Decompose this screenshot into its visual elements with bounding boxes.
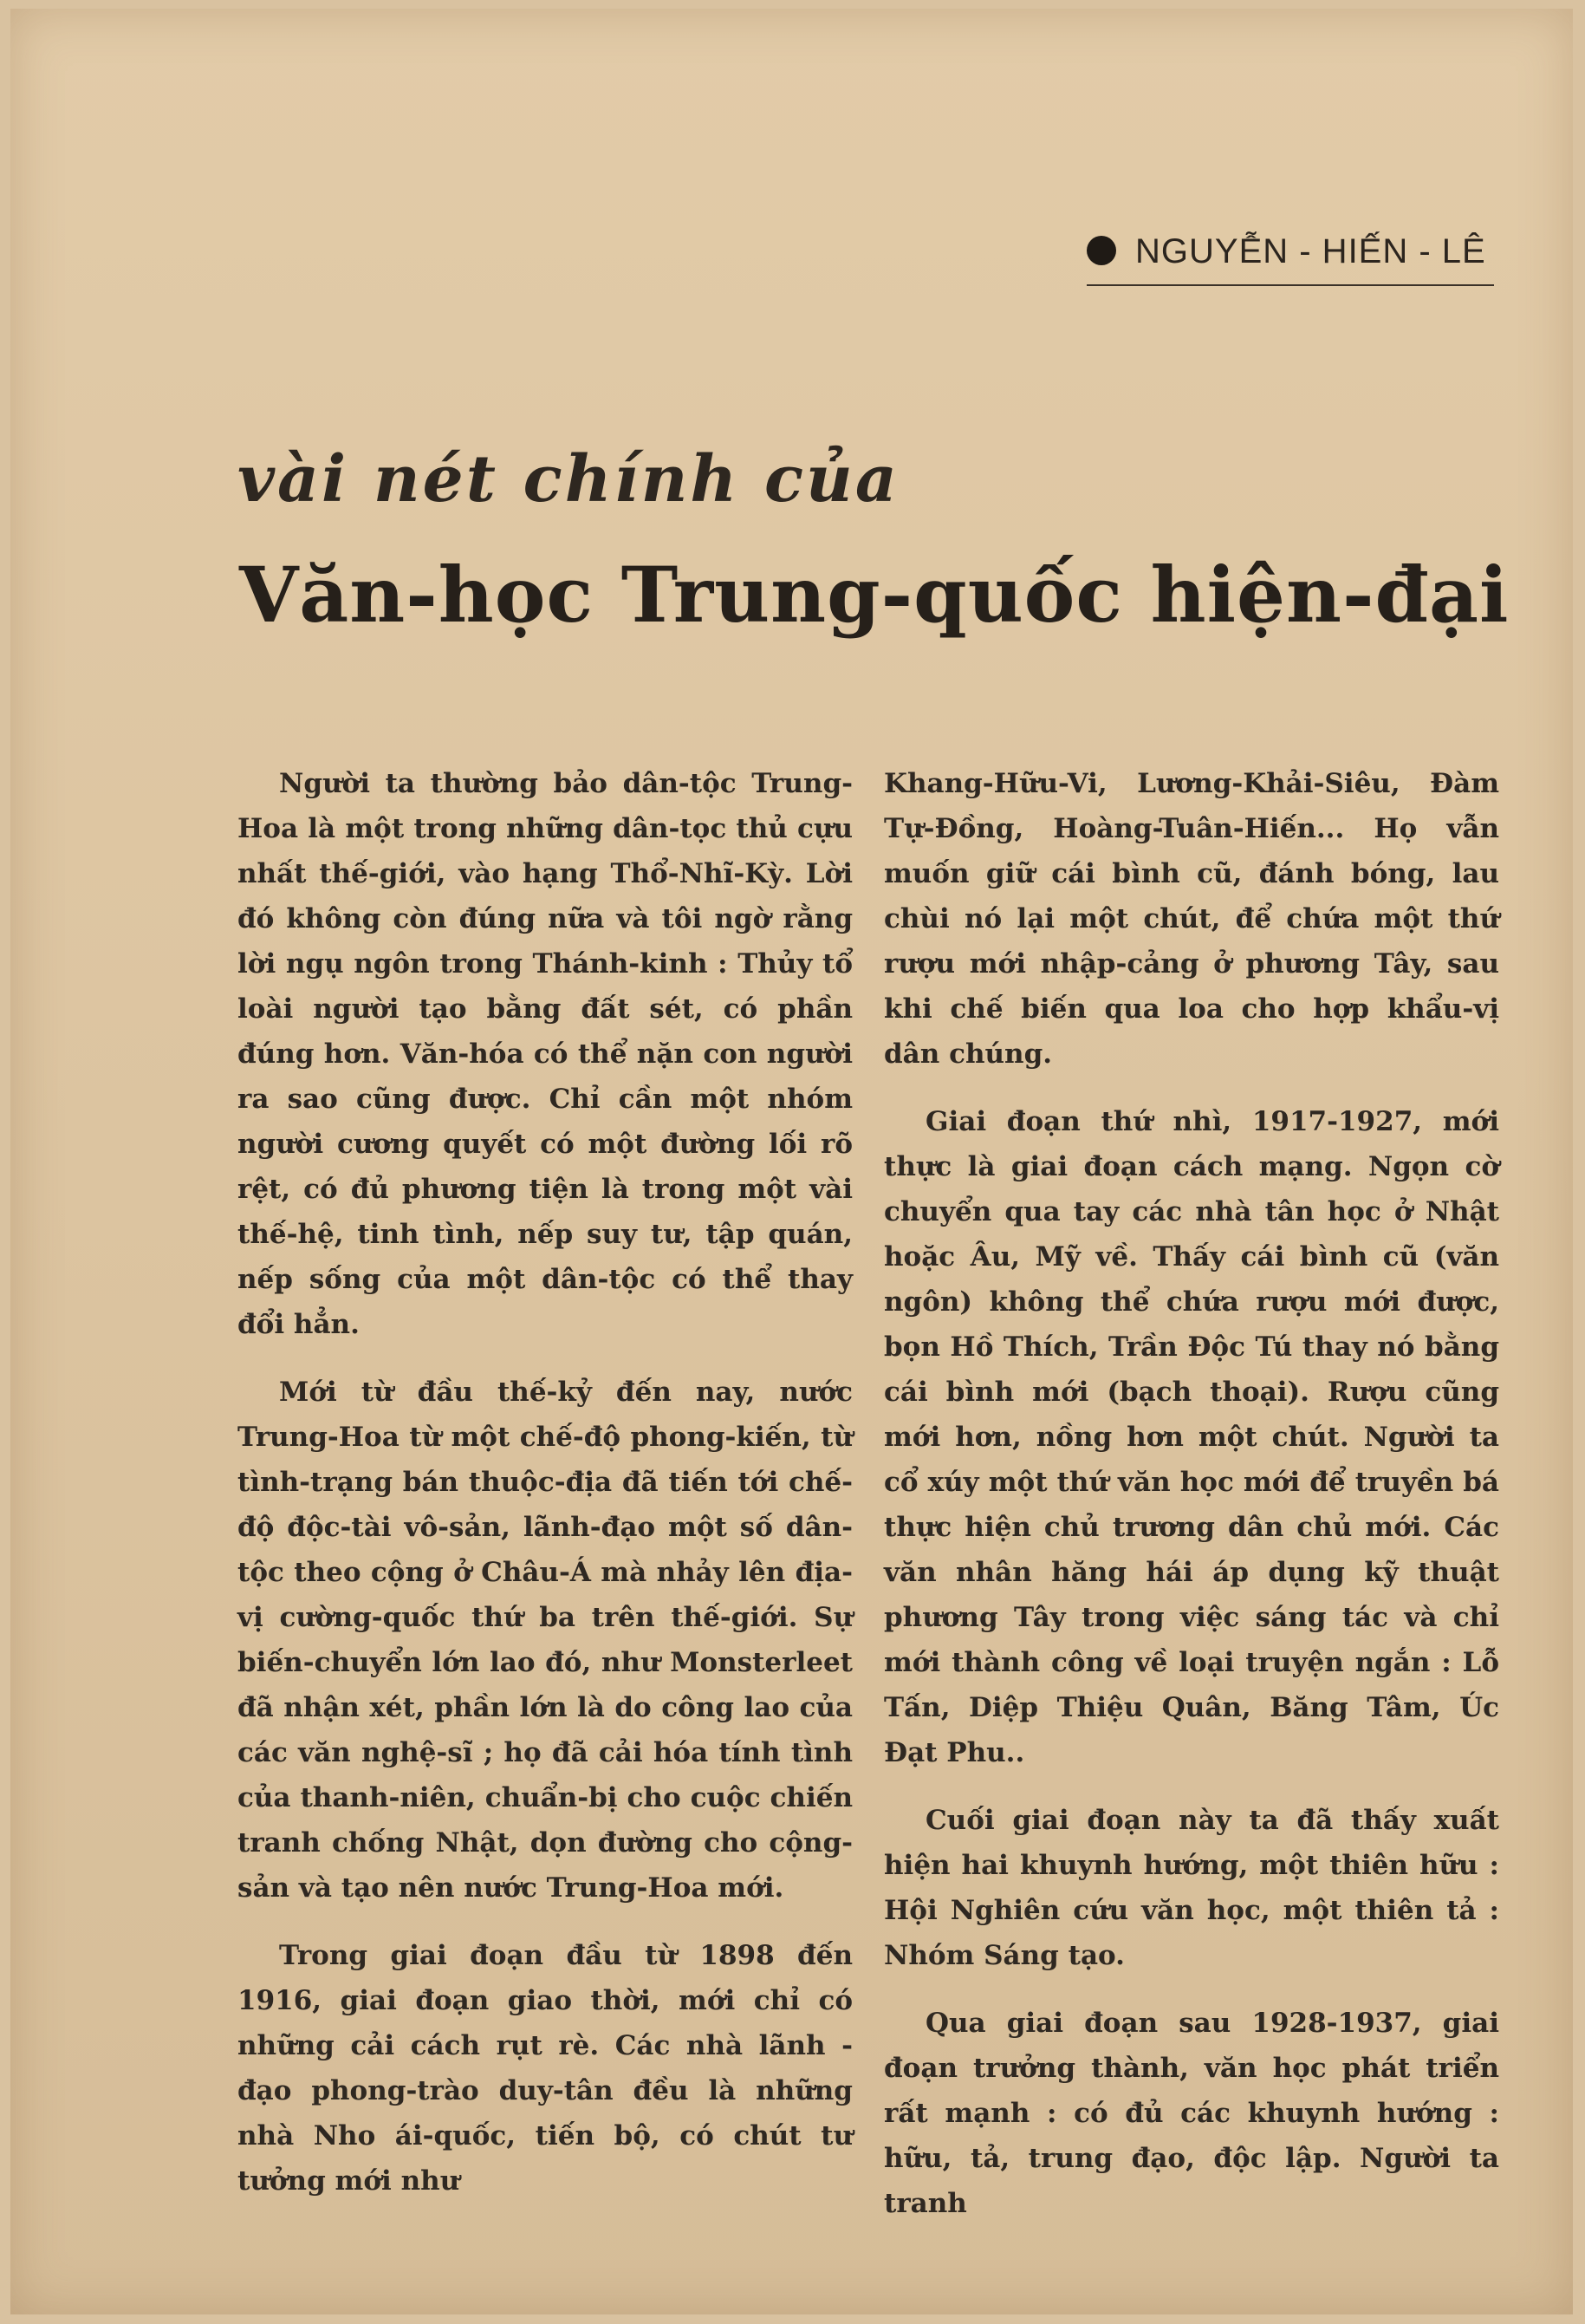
paragraph: Qua giai đoạn sau 1928-1937, giai đoạn trưởng thành, văn học phát triển rất mạnh : có đủ các khuynh hướng : hữu, tả, trung đạo, độc lập. Người ta tranh [884, 2008, 1499, 2219]
paragraph: Trong giai đoạn đầu từ 1898 đến 1916, giai đoạn giao thời, mới chỉ có những cải cách rụt rè. Các nhà lãnh - đạo phong-trào duy-tân đều là những nhà Nho ái-quốc, tiến bộ, có chút tư tưởng mới như [237, 1940, 853, 2197]
article-subtitle: vài nét chính của [237, 442, 900, 517]
author-name: NGUYỄN - HIẾN - LÊ [1135, 232, 1486, 270]
paragraph: Giai đoạn thứ nhì, 1917-1927, mới thực là giai đoạn cách mạng. Ngọn cờ chuyển qua tay các nhà tân học ở Nhật hoặc Âu, Mỹ về. Thấy cái bình cũ (văn ngôn) không thể chứa rượu mới được, bọn Hồ Thích, Trần Độc Tú thay nó bằng cái bình mới (bạch thoại). Rượu cũng mới hơn, nồng hơn một chút. Người ta cổ xúy một thứ văn học mới để truyền bá thực hiện chủ trương dân chủ mới. Các văn nhân hăng hái áp dụng kỹ thuật phương Tây trong việc sáng tác và chỉ mới thành công về loại truyện ngắn : Lỗ Tấn, Diệp Thiệu Quân, Băng Tâm, Úc Đạt Phu.. [884, 1106, 1499, 1768]
text-column-right [884, 761, 1499, 2249]
paragraph: Mới từ đầu thế-kỷ đến nay, nước Trung-Hoa từ một chế-độ phong-kiến, từ tình-trạng bán thuộc-địa đã tiến tới chế-độ độc-tài vô-sản, lãnh-đạo một số dân-tộc theo cộng ở Châu-Á mà nhảy lên địa-vị cường-quốc thứ ba trên thế-giới. Sự biến-chuyển lớn lao đó, như Monsterleet đã nhận xét, phần lớn là do công lao của các văn nghệ-sĩ ; họ đã cải hóa tính tình của thanh-niên, chuẩn-bị cho cuộc chiến tranh chống Nhật, dọn đường cho cộng-sản và tạo nên nước Trung-Hoa mới. [237, 1377, 853, 1904]
author-byline [1087, 232, 1494, 286]
paragraph: Khang-Hữu-Vi, Lương-Khải-Siêu, Đàm Tự-Đồng, Hoàng-Tuân-Hiến... Họ vẫn muốn giữ cái bình cũ, đánh bóng, lau chùi nó lại một chút, để chứa một thứ rượu mới nhập-cảng ở phương Tây, sau khi chế biến qua loa cho hợp khẩu-vị dân chúng. [884, 768, 1499, 1070]
article-title: Văn-học Trung-quốc hiện-đại [239, 550, 1510, 640]
paragraph: Người ta thường bảo dân-tộc Trung-Hoa là một trong những dân-tọc thủ cựu nhất thế-giới, vào hạng Thổ-Nhĩ-Kỳ. Lời đó không còn đúng nữa và tôi ngờ rằng lời ngụ ngôn trong Thánh-kinh : Thủy tổ loài người tạo bằng đất sét, có phần đúng hơn. Văn-hóa có thể nặn con người ra sao cũng được. Chỉ cần một nhóm người cương quyết có một đường lối rõ rệt, có đủ phương tiện là trong một vài thế-hệ, tinh tình, nếp suy tư, tập quán, nếp sống của một dân-tộc có thể thay đổi hẳn. [237, 768, 853, 1340]
paragraph: Cuối giai đoạn này ta đã thấy xuất hiện hai khuynh hướng, một thiên hữu : Hội Nghiên cứu văn học, một thiên tả : Nhóm Sáng tạo. [884, 1805, 1499, 1971]
text-column-left [237, 761, 853, 2226]
magazine-page [10, 9, 1573, 2314]
bullet-dot-icon [1087, 236, 1116, 265]
